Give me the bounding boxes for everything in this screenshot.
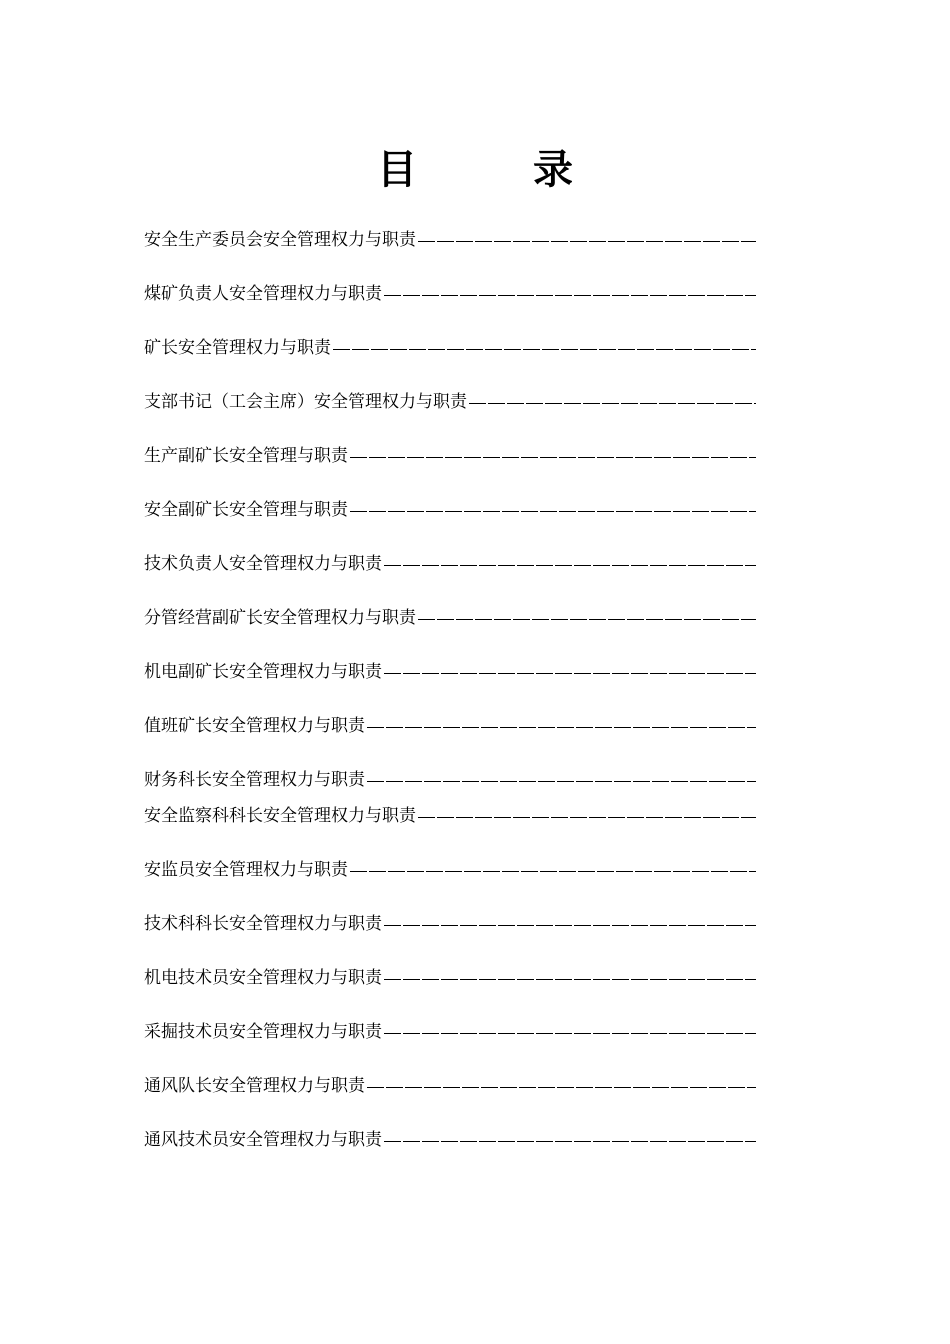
toc-leader-line bbox=[367, 1087, 756, 1088]
toc-entry bbox=[144, 335, 756, 361]
toc-entry-label: 安全生产委员会安全管理权力与职责 bbox=[144, 230, 416, 250]
toc-leader-line bbox=[418, 241, 756, 242]
toc-leader-line bbox=[350, 871, 756, 872]
toc-entry bbox=[144, 551, 756, 577]
toc-entry-label: 安全副矿长安全管理与职责 bbox=[144, 500, 348, 520]
toc-entry bbox=[144, 1073, 756, 1099]
toc-entry bbox=[144, 911, 756, 937]
toc-entry-label: 通风技术员安全管理权力与职责 bbox=[144, 1130, 382, 1150]
toc-leader-line bbox=[384, 295, 756, 296]
toc-entry bbox=[144, 767, 756, 793]
toc-leader-line bbox=[350, 511, 756, 512]
toc-leader-line bbox=[350, 457, 756, 458]
toc-entry bbox=[144, 857, 756, 883]
toc-entry bbox=[144, 1019, 756, 1045]
toc-leader-line bbox=[384, 1141, 756, 1142]
toc-entry bbox=[144, 281, 756, 307]
toc-entry-label: 煤矿负责人安全管理权力与职责 bbox=[144, 284, 382, 304]
toc-entry-label: 分管经营副矿长安全管理权力与职责 bbox=[144, 608, 416, 628]
toc-entry bbox=[144, 497, 756, 523]
toc-entry-label: 技术科科长安全管理权力与职责 bbox=[144, 914, 382, 934]
toc-leader-line bbox=[384, 925, 756, 926]
toc-leader-line bbox=[367, 781, 756, 782]
toc-entry bbox=[144, 713, 756, 739]
toc-entry-label: 机电技术员安全管理权力与职责 bbox=[144, 968, 382, 988]
toc-entry-label: 安监员安全管理权力与职责 bbox=[144, 860, 348, 880]
toc-leader-line bbox=[384, 565, 756, 566]
toc-leader-line bbox=[384, 1033, 756, 1034]
toc-entry-label: 机电副矿长安全管理权力与职责 bbox=[144, 662, 382, 682]
toc-leader-line bbox=[333, 349, 756, 350]
toc-entry bbox=[144, 605, 756, 631]
toc-entry bbox=[144, 803, 756, 829]
toc-entry bbox=[144, 443, 756, 469]
toc-entry-label: 安全监察科科长安全管理权力与职责 bbox=[144, 806, 416, 826]
toc-entry-label: 矿长安全管理权力与职责 bbox=[144, 338, 331, 358]
toc-leader-line bbox=[367, 727, 756, 728]
toc-leader-line bbox=[469, 403, 756, 404]
toc-entry-label: 财务科长安全管理权力与职责 bbox=[144, 770, 365, 790]
toc-entry bbox=[144, 1127, 756, 1153]
toc-leader-line bbox=[418, 817, 756, 818]
toc-entry-label: 采掘技术员安全管理权力与职责 bbox=[144, 1022, 382, 1042]
toc-leader-line bbox=[384, 673, 756, 674]
toc-entry bbox=[144, 389, 756, 415]
toc-entry-label: 技术负责人安全管理权力与职责 bbox=[144, 554, 382, 574]
toc-entry bbox=[144, 227, 756, 253]
page-title: 目 录 bbox=[377, 147, 611, 193]
toc-entry bbox=[144, 659, 756, 685]
toc-entry-label: 通风队长安全管理权力与职责 bbox=[144, 1076, 365, 1096]
toc-leader-line bbox=[418, 619, 756, 620]
toc-entry bbox=[144, 965, 756, 991]
toc-leader-line bbox=[384, 979, 756, 980]
toc-entry-label: 生产副矿长安全管理与职责 bbox=[144, 446, 348, 466]
toc-entry-label: 支部书记（工会主席）安全管理权力与职责 bbox=[144, 392, 467, 412]
toc-entry-label: 值班矿长安全管理权力与职责 bbox=[144, 716, 365, 736]
